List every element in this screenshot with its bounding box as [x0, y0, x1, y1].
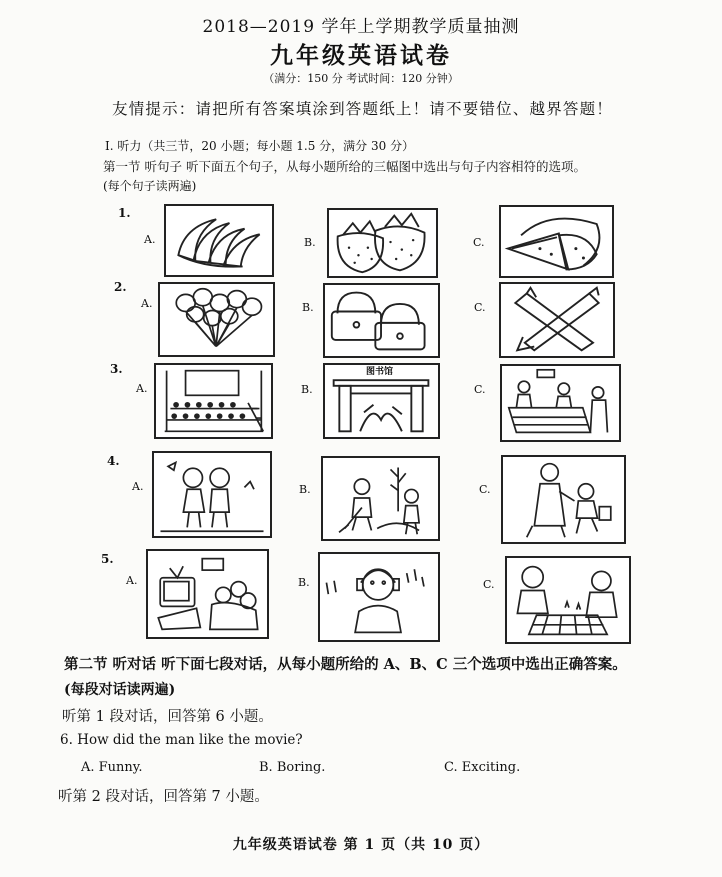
- listening-music-icon: [318, 552, 440, 642]
- option-label: A.: [136, 382, 148, 395]
- option-label: A.: [144, 233, 156, 246]
- bananas-icon: [164, 204, 274, 277]
- page-footer: 九年级英语试卷 第 1 页（共 10 页）: [232, 837, 490, 853]
- shop-counter-icon: [500, 364, 621, 442]
- friendly-tip: 友情提示：请把所有答案填涂到答题纸上！请不要错位、越界答题！: [112, 100, 614, 118]
- option-label: C.: [473, 236, 485, 249]
- option-label: B.: [302, 301, 314, 314]
- section2-title: 第二节 听对话 听下面七段对话，从每小题所给的 A、B、C 三个选项中选出正确答案。: [64, 656, 627, 673]
- option-label: B.: [299, 483, 311, 496]
- watching-tv-icon: [146, 549, 269, 639]
- question-number: 2.: [114, 280, 127, 294]
- option-label: B.: [298, 576, 310, 589]
- balloons-icon: [158, 282, 275, 357]
- exam-year-line: 2018—2019 学年上学期教学质量抽测: [202, 17, 520, 37]
- cinema-icon: [154, 363, 273, 439]
- exam-meta: （满分：150 分 考试时间：120 分钟）: [263, 72, 459, 85]
- option-label: A.: [126, 574, 138, 587]
- helping-old-woman-icon: [501, 455, 626, 544]
- playing-chess-icon: [505, 556, 631, 644]
- q6-option-c: C. Exciting.: [444, 760, 521, 775]
- library-sign-text: 图书馆: [366, 364, 393, 377]
- section1-note: (每个句子读两遍): [103, 179, 197, 193]
- option-label: B.: [301, 383, 313, 396]
- locks-icon: [323, 283, 440, 358]
- option-label: A.: [141, 297, 153, 310]
- watermelon-icon: [499, 205, 614, 278]
- option-label: A.: [132, 480, 144, 493]
- option-label: C.: [474, 383, 486, 396]
- option-label: C.: [474, 301, 486, 314]
- option-label: B.: [304, 236, 316, 249]
- library-gate-icon: [323, 363, 440, 439]
- option-label: C.: [483, 578, 495, 591]
- section2-note: (每段对话读两遍): [64, 682, 176, 698]
- children-walking-icon: [152, 451, 272, 538]
- section1-title: 第一节 听句子 听下面五个句子，从每小题所给的三幅图中选出与句子内容相符的选项。: [103, 159, 586, 174]
- dialog-1-instruction: 听第 1 段对话，回答第 6 小题。: [62, 709, 273, 725]
- planting-trees-icon: [321, 456, 440, 541]
- part1-heading: I. 听力（共三节，20 小题；每小题 1.5 分，满分 30 分）: [105, 139, 415, 153]
- q6-option-a: A. Funny.: [81, 760, 143, 775]
- exam-title: 九年级英语试卷: [270, 42, 452, 69]
- crayons-icon: [499, 282, 615, 358]
- question-number: 5.: [101, 552, 114, 566]
- dialog-2-instruction: 听第 2 段对话，回答第 7 小题。: [58, 789, 269, 805]
- option-label: C.: [479, 483, 491, 496]
- strawberries-icon: [327, 208, 438, 278]
- q6-option-b: B. Boring.: [259, 760, 326, 775]
- question-number: 1.: [118, 206, 131, 220]
- question-number: 4.: [107, 454, 120, 468]
- question-number: 3.: [110, 362, 123, 376]
- question-6: 6. How did the man like the movie?: [60, 732, 303, 748]
